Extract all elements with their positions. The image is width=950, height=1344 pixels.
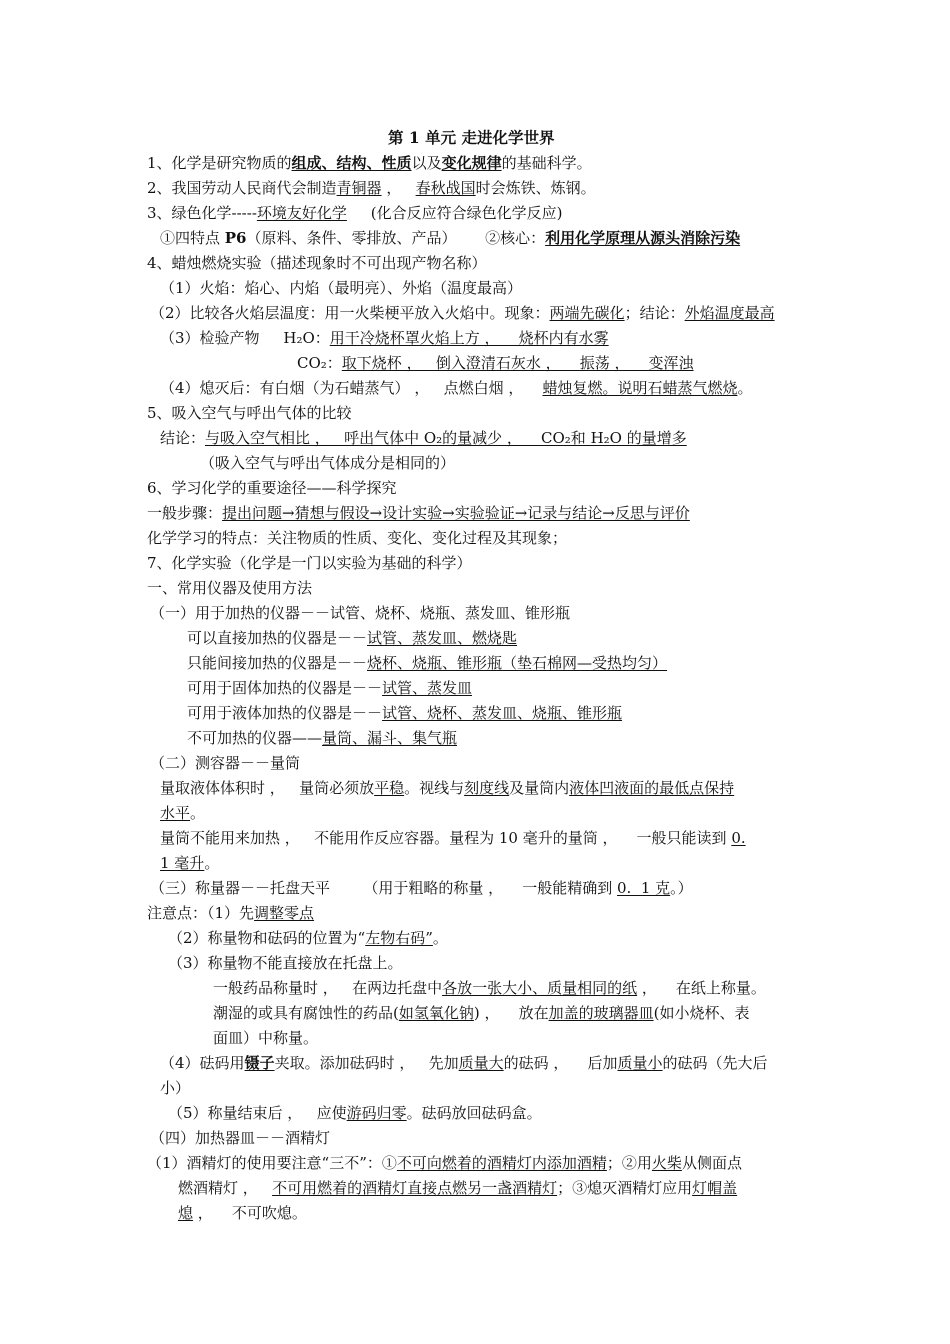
text-segment: 一般药品称量时 ， 在两边托盘中 — [213, 979, 443, 997]
emphasized-text: 蜡烛复燃。说明石蜡蒸气燃烧 — [542, 379, 738, 397]
text-line — [213, 978, 766, 998]
text-segment: 不可加热的仪器—— — [187, 729, 323, 747]
text-segment: 可用于固体加热的仪器是－－ — [187, 679, 383, 697]
text-segment: 可用于液体加热的仪器是－－ — [187, 704, 383, 722]
text-segment: （1）火焰：焰心、内焰（最明亮）、外焰（温度最高） — [160, 279, 523, 297]
text-segment: (化合反应符合绿色化学反应) — [346, 204, 563, 222]
text-segment: 只能间接加热的仪器是－－ — [187, 654, 368, 672]
text-segment: 夹取。添加砝码时 ， 先加 — [274, 1054, 459, 1072]
emphasized-text: 调整零点 — [254, 904, 315, 922]
emphasized-text: 两端先碳化 — [549, 304, 625, 322]
text-line — [160, 378, 753, 398]
emphasized-text: 利用化学原理从源头消除污染 — [545, 229, 741, 247]
text-segment: ， — [381, 179, 416, 197]
emphasized-text: 加盖的玻璃器皿 — [548, 1004, 654, 1022]
emphasized-text: 试管、蒸发皿、燃烧匙 — [367, 629, 518, 647]
text-segment: 时会炼铁、炼钢。 — [475, 179, 596, 197]
text-line — [150, 303, 775, 323]
text-line — [147, 253, 487, 273]
text-line — [150, 878, 693, 898]
text-segment: ；③熄灭酒精灯应用 — [557, 1179, 693, 1197]
text-segment: 4、蜡烛燃烧实验（描述现象时不可出现产物名称） — [147, 254, 487, 272]
text-segment: ， 在纸上称量。 — [637, 979, 766, 997]
text-line — [200, 453, 455, 473]
emphasized-text: 外焰温度最高 — [684, 304, 775, 322]
text-segment: 可以直接加热的仪器是－－ — [187, 629, 368, 647]
text-segment: ) ， 放在 — [473, 1004, 549, 1022]
text-line — [147, 153, 592, 173]
text-segment: （5）称量结束后 ， 应使 — [168, 1104, 347, 1122]
text-line — [187, 653, 667, 673]
text-line — [150, 753, 300, 773]
text-segment: 。视线与 — [404, 779, 465, 797]
text-segment: （二）测容器－－量筒 — [150, 754, 301, 772]
emphasized-text: 变化规律 — [441, 154, 502, 172]
emphasized-text: 0. — [731, 829, 746, 847]
emphasized-text: 水平 — [160, 804, 191, 822]
text-line — [147, 203, 562, 223]
text-segment: 3、绿色化学----- — [147, 204, 257, 222]
text-line — [147, 503, 690, 523]
text-segment: 小） — [160, 1079, 191, 1097]
text-segment: 量取液体体积时 ， 量筒必须放 — [160, 779, 375, 797]
emphasized-text: 青铜器 — [336, 179, 382, 197]
text-segment: （三）称量器－－托盘天平 （用于粗略的称量 ， 一般能精确到 — [150, 879, 617, 897]
text-line — [168, 1103, 542, 1123]
emphasized-text: 镊子 — [244, 1054, 275, 1072]
text-line — [187, 678, 472, 698]
text-segment: 从侧面点 — [681, 1154, 742, 1172]
text-line — [147, 903, 314, 923]
text-line — [213, 1003, 749, 1023]
emphasized-text: 组成、结构、性质 — [291, 154, 412, 172]
text-line — [147, 528, 567, 548]
text-line — [150, 1128, 330, 1148]
text-segment: 一般步骤： — [147, 504, 223, 522]
text-line — [147, 403, 352, 423]
text-line — [160, 1078, 190, 1098]
text-line — [168, 928, 448, 948]
text-line — [297, 353, 694, 373]
text-line — [187, 628, 517, 648]
text-line — [147, 553, 472, 573]
emphasized-text: 用干冷烧杯罩火焰上方 ， 烧杯内有水雾 — [329, 329, 609, 347]
emphasized-text: 与吸入空气相比 ， 呼出气体中 O₂的量减少 ， CO₂和 H₂O 的量增多 — [205, 429, 687, 447]
text-line — [160, 778, 734, 798]
text-segment: 。 — [432, 929, 448, 947]
text-segment: CO₂： — [297, 354, 342, 372]
emphasized-text: 左物右码” — [365, 929, 433, 947]
text-segment: ①四特点 — [160, 229, 225, 247]
text-segment: 注意点：（1）先 — [147, 904, 255, 922]
emphasized-text: 环境友好化学 — [256, 204, 347, 222]
emphasized-text: 烧杯、烧瓶、锥形瓶（垫石棉网—受热均匀） — [367, 654, 668, 672]
text-segment: 结论： — [160, 429, 206, 447]
emphasized-text: 春秋战国 — [415, 179, 476, 197]
text-segment: 1、化学是研究物质的 — [147, 154, 292, 172]
text-line — [160, 278, 522, 298]
text-segment: （2）称量物和砝码的位置为“ — [168, 929, 366, 947]
text-segment: 。砝码放回砝码盒。 — [406, 1104, 542, 1122]
text-line — [150, 603, 570, 623]
emphasized-text: 1 毫升 — [160, 854, 205, 872]
text-segment: 量筒不能用来加热 ， 不能用作反应容器。量程为 10 毫升的量筒 ， 一般只能读到 — [160, 829, 732, 847]
text-segment: 。 — [204, 854, 220, 872]
page-title: 第 1 单元 走进化学世界 — [388, 128, 555, 147]
emphasized-text: 0. 1 克 — [617, 879, 671, 897]
text-segment: （一）用于加热的仪器－－试管、烧杯、烧瓶、蒸发皿、锥形瓶 — [150, 604, 571, 622]
text-line — [147, 178, 596, 198]
text-segment: 面皿）中称量。 — [213, 1029, 319, 1047]
text-line — [160, 803, 205, 823]
text-segment: 燃酒精灯 ， — [178, 1179, 273, 1197]
text-line — [187, 728, 457, 748]
text-segment: ；结论： — [624, 304, 685, 322]
emphasized-text: 量筒、漏斗、集气瓶 — [322, 729, 458, 747]
text-line — [160, 328, 609, 348]
emphasized-text: 熄 — [178, 1204, 194, 1222]
emphasized-text: 平稳 — [374, 779, 405, 797]
text-segment: （3）检验产物 H₂O： — [160, 329, 330, 347]
text-line — [213, 1028, 318, 1048]
emphasized-text: 取下烧杯 ， 倒入澄清石灰水 ， 振荡 ， 变浑浊 — [341, 354, 694, 372]
text-line — [187, 703, 622, 723]
text-segment: （吸入空气与呼出气体成分是相同的） — [200, 454, 456, 472]
text-segment: 2、我国劳动人民商代会制造 — [147, 179, 337, 197]
text-segment: ；②用 — [606, 1154, 652, 1172]
emphasized-text: 各放一张大小、质量相同的纸 — [442, 979, 638, 997]
emphasized-text: 火柴 — [651, 1154, 682, 1172]
text-segment: 一、常用仪器及使用方法 — [147, 579, 313, 597]
text-segment: （4）熄灭后：有白烟（为石蜡蒸气） ， 点燃白烟 ， — [160, 379, 543, 397]
text-line — [160, 228, 740, 248]
text-line — [147, 578, 312, 598]
text-line — [160, 1053, 768, 1073]
emphasized-text: 游码归零 — [346, 1104, 407, 1122]
text-segment: ， 不可吹熄。 — [193, 1204, 307, 1222]
emphasized-text: 不可用燃着的酒精灯直接点燃另一盏酒精灯 — [272, 1179, 558, 1197]
emphasized-text: 试管、蒸发皿 — [382, 679, 473, 697]
text-segment: （2）比较各火焰层温度：用一火柴梗平放入火焰中。现象： — [150, 304, 550, 322]
text-segment: 以及 — [411, 154, 442, 172]
text-segment: 的砝码 ， 后加 — [503, 1054, 618, 1072]
text-segment: 潮湿的或具有腐蚀性的药品( — [213, 1004, 399, 1022]
emphasized-text: 液体凹液面的最低点保持 — [569, 779, 735, 797]
text-segment: 。 — [737, 379, 753, 397]
text-segment: （四）加热器皿－－酒精灯 — [150, 1129, 331, 1147]
text-line — [168, 953, 403, 973]
text-segment: （4）砝码用 — [160, 1054, 245, 1072]
text-line — [160, 828, 746, 848]
emphasized-text: 如氢氧化钠 — [398, 1004, 474, 1022]
text-segment: 6、学习化学的重要途径——科学探究 — [147, 479, 397, 497]
text-line — [160, 428, 687, 448]
text-segment: 7、化学实验（化学是一门以实验为基础的科学） — [147, 554, 472, 572]
text-segment: 。） — [670, 879, 693, 897]
text-segment: 化学学习的特点：关注物质的性质、变化、变化过程及其现象； — [147, 529, 568, 547]
text-line — [178, 1203, 307, 1223]
text-segment: 的基础科学。 — [501, 154, 592, 172]
text-segment: 5、吸入空气与呼出气体的比较 — [147, 404, 352, 422]
text-segment: 的砝码（先大后 — [662, 1054, 768, 1072]
text-line — [178, 1178, 737, 1198]
text-segment: （1）酒精灯的使用要注意“三不”：① — [147, 1154, 397, 1172]
emphasized-text: 不可向燃着的酒精灯内添加酒精 — [396, 1154, 607, 1172]
emphasized-text: 试管、烧杯、蒸发皿、烧瓶、锥形瓶 — [382, 704, 623, 722]
text-line — [147, 478, 397, 498]
text-segment: 。 — [190, 804, 206, 822]
emphasized-text: 质量小 — [617, 1054, 663, 1072]
emphasized-text: 提出问题→猜想与假设→设计实验→实验验证→记录与结论→反思与评价 — [222, 504, 690, 522]
emphasized-text: P6 — [224, 229, 247, 247]
text-segment: （3）称量物不能直接放在托盘上。 — [168, 954, 403, 972]
emphasized-text: 质量大 — [458, 1054, 504, 1072]
text-segment: （原料、条件、零排放、产品） ②核心： — [246, 229, 546, 247]
text-line — [147, 1153, 742, 1173]
text-segment: 及量筒内 — [509, 779, 570, 797]
emphasized-text: 灯帽盖 — [692, 1179, 738, 1197]
emphasized-text: 刻度线 — [464, 779, 510, 797]
text-segment: (如小烧杯、表 — [653, 1004, 750, 1022]
text-line — [160, 853, 219, 873]
